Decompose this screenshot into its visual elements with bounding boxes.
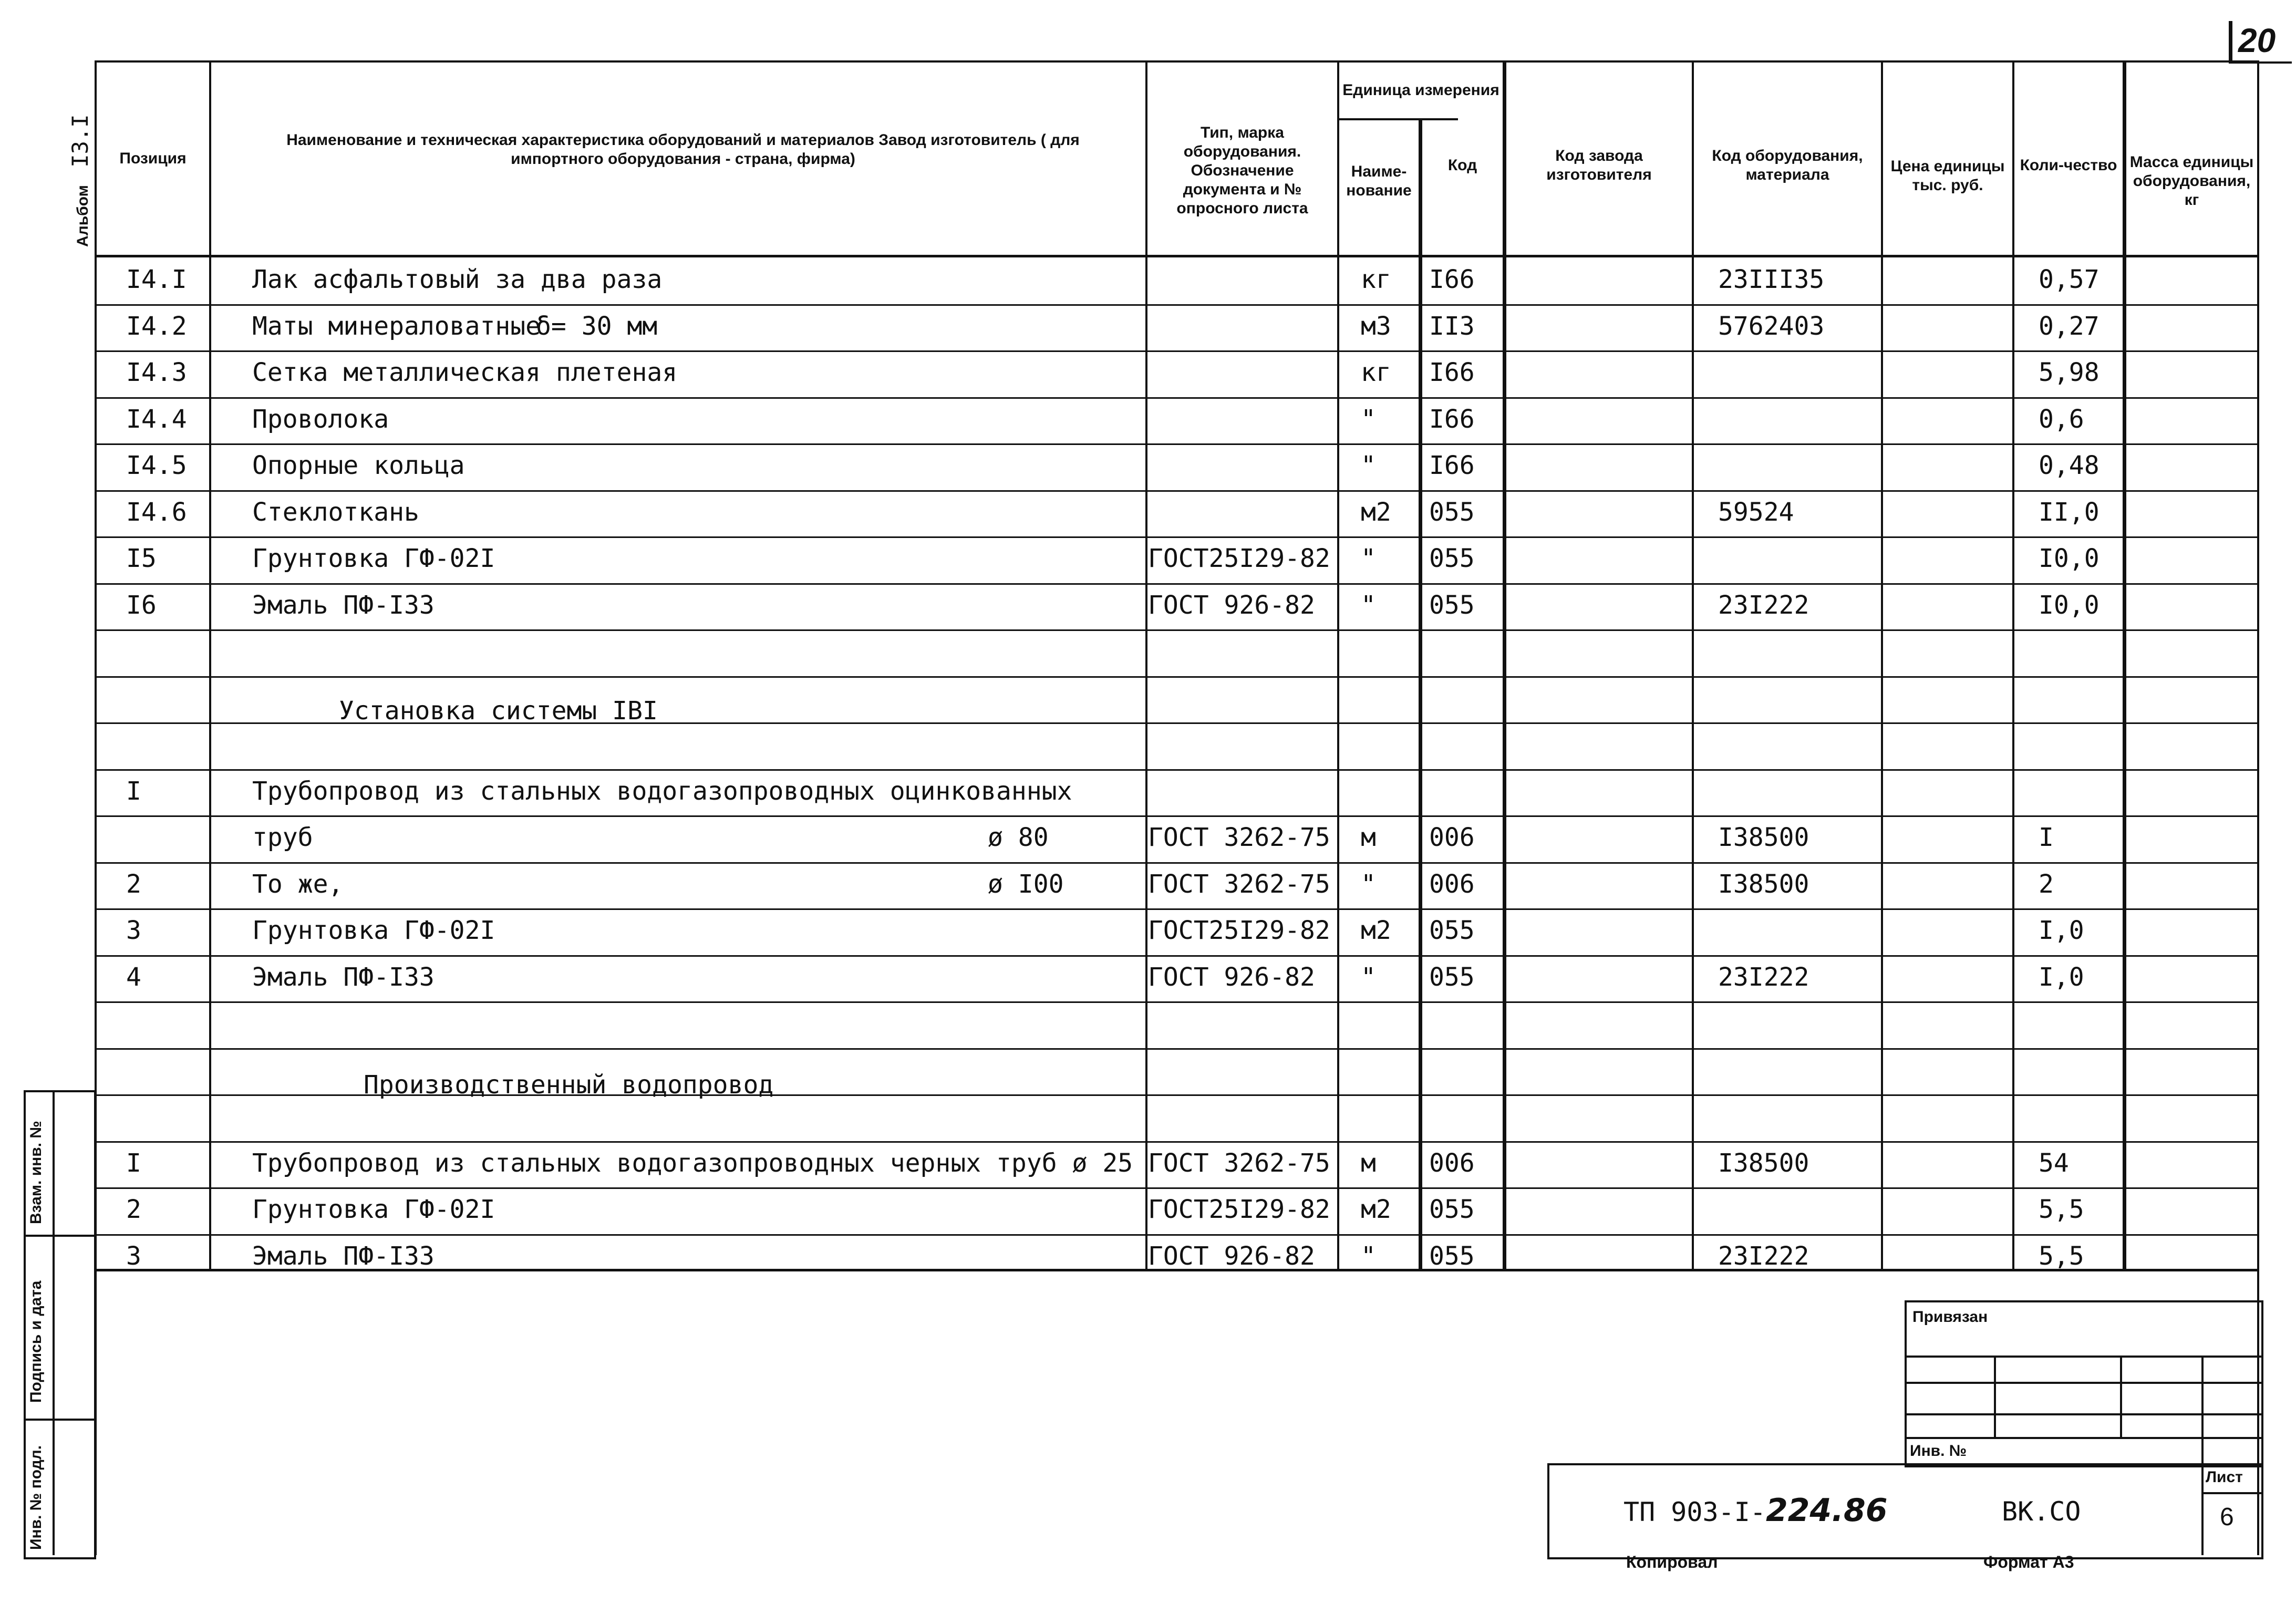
cell-qty: 54	[2039, 1148, 2069, 1178]
cell-name: Эмаль ПФ-I33	[252, 590, 435, 620]
stamp-divider-2	[24, 1419, 94, 1421]
cell-unit: "	[1361, 544, 1376, 573]
row-separator	[95, 490, 2259, 492]
sheet-label: Лист	[2206, 1468, 2243, 1486]
cell-pos: I4.2	[126, 311, 187, 341]
cell-name: труб	[252, 823, 313, 852]
cell-unit: "	[1361, 962, 1376, 992]
header-equipment-code: Код оборудования, материала	[1712, 147, 1863, 183]
album-caption: Альбом	[74, 185, 91, 247]
cell-name: Грунтовка ГФ-02I	[252, 544, 495, 573]
cell-name: Трубопровод из стальных водогазопроводных оцинкованных	[252, 776, 1072, 806]
cell-name: То же,	[252, 869, 344, 899]
cell-code: 006	[1429, 1148, 1475, 1178]
cell-equip: 23I222	[1718, 590, 1809, 620]
stamp-signature: Подпись и дата	[27, 1280, 45, 1403]
table-top-border	[95, 60, 2259, 63]
cell-equip: 59524	[1718, 497, 1794, 527]
cell-pos: 3	[126, 1241, 141, 1271]
cell-type: ГОСТ 3262-75	[1148, 823, 1330, 852]
cell-type: ГОСТ 926-82	[1148, 962, 1315, 992]
cell-code: 006	[1429, 869, 1475, 899]
document-code	[1623, 1492, 1887, 1529]
cell-type: ГОСТ 3262-75	[1148, 1148, 1330, 1178]
cell-qty: I,0	[2039, 916, 2084, 945]
row-separator	[95, 1048, 2259, 1050]
cell-name-extra: ø 80	[988, 823, 1049, 852]
stamp-replaced: Взам. инв. №	[27, 1121, 45, 1224]
cell-pos: I6	[126, 590, 157, 620]
linked-label: Привязан	[1912, 1308, 1988, 1326]
cell-code: 055	[1429, 1195, 1475, 1224]
cell-qty: 2	[2039, 869, 2054, 899]
cell-qty: II,0	[2039, 497, 2100, 527]
cell-pos: 2	[126, 1195, 141, 1224]
header-quantity: Коли-чество	[2020, 157, 2117, 174]
col-line-2	[1145, 60, 1147, 1269]
cell-pos: I4.5	[126, 451, 187, 480]
header-unit-group: Единица измерения	[1342, 81, 1499, 99]
header-unit-name: Наиме-нование	[1346, 163, 1412, 199]
cell-pos: I4.3	[126, 358, 187, 387]
header-mass: Масса единицы оборудования, кг	[2129, 153, 2254, 209]
col-line-5	[1503, 60, 1506, 1269]
cell-name: Сетка металлическая плетеная	[252, 358, 678, 387]
cell-type: ГОСТ25I29-82	[1148, 1195, 1330, 1224]
cell-code: I66	[1429, 265, 1475, 294]
cell-unit: "	[1361, 590, 1376, 620]
cell-pos: I	[126, 1148, 141, 1178]
row-separator	[95, 397, 2259, 399]
col-line-7	[1881, 60, 1883, 1269]
col-line-6	[1692, 60, 1694, 1269]
album-value: I3.I	[67, 114, 93, 168]
document-mark: ВК.СО	[2002, 1496, 2081, 1527]
cell-unit: "	[1361, 869, 1376, 899]
cell-pos: 4	[126, 962, 141, 992]
cell-pos: I4.I	[126, 265, 187, 294]
cell-unit: м2	[1361, 1195, 1391, 1224]
col-line-4	[1419, 118, 1422, 1269]
cell-equip: 23III35	[1718, 265, 1825, 294]
cell-equip: 23I222	[1718, 962, 1809, 992]
cell-equip: 23I222	[1718, 1241, 1809, 1271]
sheet-number-bar	[2229, 21, 2232, 63]
cell-qty: 5,5	[2039, 1195, 2084, 1224]
cell-unit: кг	[1361, 265, 1391, 294]
inv-label: Инв. №	[1910, 1442, 1967, 1460]
cell-qty: 0,48	[2039, 451, 2100, 480]
cell-code: 055	[1429, 544, 1475, 573]
cell-qty: 0,27	[2039, 311, 2100, 341]
col-line-3	[1337, 60, 1339, 1269]
footer-copied: Копировал	[1626, 1553, 1718, 1571]
cell-unit: м3	[1361, 311, 1391, 341]
cell-code: II3	[1429, 311, 1475, 341]
cell-unit: м	[1361, 823, 1376, 852]
cell-qty: 0,6	[2039, 404, 2084, 434]
cell-qty: 0,57	[2039, 265, 2100, 294]
cell-qty: I0,0	[2039, 590, 2100, 620]
stamp-inner-line	[53, 1090, 55, 1555]
cell-name: Маты минераловатные	[252, 311, 541, 341]
cell-unit: м	[1361, 1148, 1376, 1178]
document-code-handwritten: 224.86	[1765, 1492, 1888, 1529]
cell-qty: I	[2039, 823, 2054, 852]
col-line-8	[2012, 60, 2014, 1269]
cell-code: 006	[1429, 823, 1475, 852]
linked-line-4	[1905, 1437, 2261, 1439]
cell-equip: I38500	[1718, 823, 1809, 852]
cell-pos: 2	[126, 869, 141, 899]
cell-unit: м2	[1361, 497, 1391, 527]
cell-type: ГОСТ 926-82	[1148, 1241, 1315, 1271]
cell-name: Эмаль ПФ-I33	[252, 962, 435, 992]
footer-format: Формат А3	[1983, 1553, 2074, 1571]
cell-name: Лак асфальтовый за два раза	[252, 265, 663, 294]
sheet-number: 20	[2238, 22, 2276, 59]
cell-code: 055	[1429, 962, 1475, 992]
row-separator	[95, 1001, 2259, 1003]
cell-code: I66	[1429, 451, 1475, 480]
sheet-label-line	[2201, 1492, 2261, 1494]
album-label	[67, 89, 99, 247]
cell-code: 055	[1429, 1241, 1475, 1271]
cell-code: 055	[1429, 916, 1475, 945]
cell-type: ГОСТ 926-82	[1148, 590, 1315, 620]
cell-name: Грунтовка ГФ-02I	[252, 916, 495, 945]
section-industrial-water: Производственный водопровод	[364, 1070, 774, 1100]
cell-pos: I5	[126, 544, 157, 573]
cell-unit: "	[1361, 451, 1376, 480]
section-system-ibi: Установка системы IBI	[339, 696, 658, 726]
linked-vline-3	[2201, 1356, 2204, 1463]
cell-qty: I,0	[2039, 962, 2084, 992]
linked-vline-1	[1994, 1356, 1996, 1437]
header-plant-code: Код завода изготовителя	[1546, 147, 1652, 183]
cell-unit: м2	[1361, 916, 1391, 945]
cell-equip: 5762403	[1718, 311, 1825, 341]
cell-equip: I38500	[1718, 869, 1809, 899]
cell-type: ГОСТ25I29-82	[1148, 916, 1330, 945]
document-code-prefix: ТП 903-I-	[1623, 1497, 1766, 1527]
col-line-9	[2123, 60, 2126, 1269]
cell-qty: I0,0	[2039, 544, 2100, 573]
linked-vline-2	[2120, 1356, 2122, 1437]
cell-pos: I4.4	[126, 404, 187, 434]
cell-name: Стеклоткань	[252, 497, 419, 527]
cell-pos: 3	[126, 916, 141, 945]
cell-equip: I38500	[1718, 1148, 1809, 1178]
stamp-divider-1	[24, 1235, 94, 1237]
row-separator	[95, 676, 2259, 678]
cell-unit: "	[1361, 1241, 1376, 1271]
cell-name: Трубопровод из стальных водогазопроводных черных труб ø 25	[252, 1148, 1133, 1178]
cell-type: ГОСТ 3262-75	[1148, 869, 1330, 899]
cell-name: Опорные кольца	[252, 451, 465, 480]
cell-code: I66	[1429, 404, 1475, 434]
header-name: Наименование и техническая характеристика оборудований и материалов Завод изготовитель ( для импортного оборудования - страна, фирма)	[286, 131, 1080, 168]
unit-group-divider	[1337, 118, 1458, 120]
header-price: Цена единицы тыс. руб.	[1890, 158, 2005, 194]
stamp-original: Инв. № подл.	[27, 1445, 45, 1550]
cell-qty: 5,5	[2039, 1241, 2084, 1271]
cell-unit: "	[1361, 404, 1376, 434]
sheet-col-line	[2201, 1463, 2204, 1555]
cell-name: Проволока	[252, 404, 389, 434]
cell-pos: I	[126, 776, 141, 806]
cell-unit: кг	[1361, 358, 1391, 387]
cell-pos: I4.6	[126, 497, 187, 527]
cell-code: 055	[1429, 497, 1475, 527]
col-line-1	[209, 60, 211, 1269]
linked-line-3	[1905, 1413, 2261, 1415]
sheet-value: 6	[2220, 1503, 2234, 1531]
linked-line-1	[1905, 1356, 2261, 1358]
cell-type: ГОСТ25I29-82	[1148, 544, 1330, 573]
header-unit-code: Код	[1447, 157, 1477, 174]
cell-name: Грунтовка ГФ-02I	[252, 1195, 495, 1224]
cell-qty: 5,98	[2039, 358, 2100, 387]
cell-name-extra: δ= 30 мм	[536, 311, 658, 341]
cell-code: I66	[1429, 358, 1475, 387]
header-position: Позиция	[119, 150, 187, 167]
cell-name: Эмаль ПФ-I33	[252, 1241, 435, 1271]
row-separator	[95, 629, 2259, 631]
linked-line-2	[1905, 1382, 2261, 1384]
cell-code: 055	[1429, 590, 1475, 620]
cell-name-extra: ø I00	[988, 869, 1064, 899]
header-type: Тип, марка оборудования. Обозначение документа и № опросного листа	[1176, 124, 1308, 217]
